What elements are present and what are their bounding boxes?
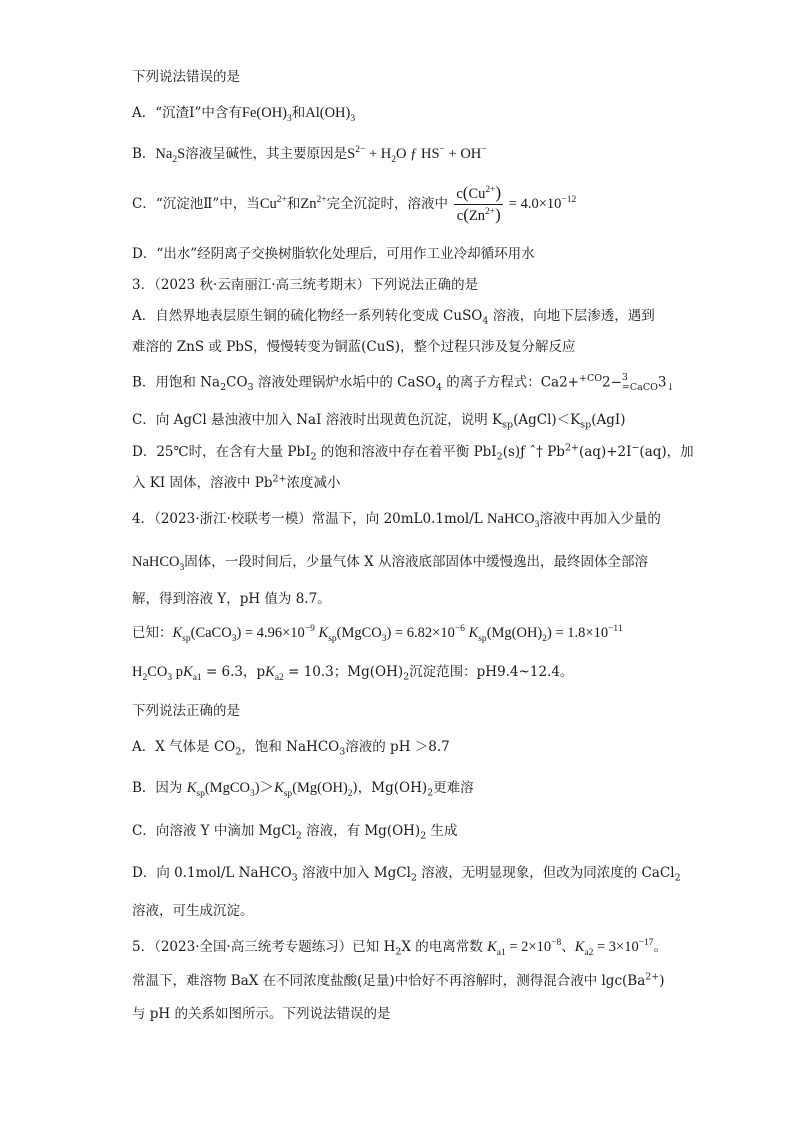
q4-option-b: B．因为 $K_{sp}(MgCO_3)>K_{sp}(Mg(OH)_2)$，$Mg(OH)_2$更难溶: [132, 780, 474, 799]
q2-option-d: D．“出水”经阴离子交换树脂软化处理后，可用作工业冷却循环用水: [132, 246, 535, 262]
q5-stem-line3: 与 pH 的关系如图所示。下列说法错误的是: [132, 1006, 391, 1022]
q4-known-pka: $H_2CO_3$ $pK_{a1} = 6.3$，$pK_{a2} = 10.3$；$Mg(OH)_2$沉淀范围：pH9.4~12.4。: [132, 664, 574, 683]
q4-stem-line3: 解，得到溶液 Y，pH 值为 8.7。: [132, 591, 331, 607]
q2-option-c: C．“沉淀池Ⅱ”中，当$Cu^{2+}$和$Zn^{2+}$完全沉淀时，溶液中 $\frac{c(Cu^{2+})}{c(Zn^{2+})}$ = $4.0\times 10^{-12}$: [132, 183, 577, 224]
q3-option-d-line1: D．25℃时，在含有大量 PbI$_2$ 的饱和溶液中存在着平衡 PbI$_2$(s)ƒ ˆ† $Pb^{2+}(aq)+2I^-(aq)$，加: [132, 442, 694, 463]
q5-stem-line2: 常温下，难溶物 BaX 在不同浓度盐酸(足量)中恰好不再溶解时，测得混合液中 $\lg c(Ba^{2+})$: [132, 971, 665, 989]
q3-option-a-line1: A．自然界地表层原生铜的硫化物经一系列转化变成 CuSO$_4$ 溶液，向地下层渗透，遇到: [132, 308, 655, 327]
q5-header: 5．（2023·全国·高三统考专题练习）已知 $H_2X$ 的电离常数 $K_{a1} = 2\times 10^{-8}$、$K_{a2} = 3\times 10^{-17}$。: [132, 938, 668, 958]
q3-option-c: C．向 AgCl 悬浊液中加入 NaI 溶液时出现黄色沉淀，说明 $K_{sp}(AgCl)<K_{sp}(AgI)$: [132, 412, 626, 431]
q3-option-a-line2: 难溶的 ZnS 或 PbS，慢慢转变为铜蓝(CuS)，整个过程只涉及复分解反应: [132, 339, 576, 355]
concentration-ratio-fraction: $\frac{c(Cu^{2+})}{c(Zn^{2+})}$: [456, 183, 502, 224]
q4-header: 4．（2023·浙江·校联考一模）常温下，向 20mL0.1mol/L NaHCO$_3$溶液中再加入少量的: [132, 511, 661, 530]
q4-known-constants: 已知：$K_{sp}(CaCO_3) = 4.96\times 10^{-9}$ $K_{sp}(MgCO_3) = 6.82\times 10^{-6}$ $K_{sp}(Mg(OH)_2) = 1.8\times 10^{-11}$: [132, 624, 623, 644]
q4-option-c: C．向溶液 Y 中滴加 MgCl$_2$ 溶液，有 $Mg(OH)_2$ 生成: [132, 823, 458, 842]
q4-option-a: A．X 气体是 $CO_2$，饱和 NaHCO$_3$溶液的 pH ＞8.7: [132, 739, 450, 758]
q2-option-b: B．$Na_2S$溶液呈碱性，其主要原因是$S^{2-} + H_2O$ ƒ HS− + OH−: [132, 145, 487, 165]
q4-option-d-line1: D．向 0.1mol/L NaHCO$_3$ 溶液中加入 MgCl$_2$ 溶液，无明显现象，但改为同浓度的 CaCl$_2$: [132, 865, 681, 884]
q3-header: 3．（2023 秋·云南丽江·高三统考期末）下列说法正确的是: [132, 277, 479, 293]
q4-option-d-line2: 溶液，可生成沉淀。: [132, 903, 254, 919]
q3-option-d-line2: 入 KI 固体，溶液中 $Pb^{2+}$浓度减小: [132, 473, 341, 491]
q2-stem: 下列说法错误的是: [132, 69, 240, 85]
q4-stem-line2: NaHCO$_3$固体，一段时间后，少量气体 X 从溶液底部固体中缓慢逸出，最终固体全部溶: [132, 554, 648, 573]
q4-question-stem: 下列说法正确的是: [132, 703, 240, 719]
q3-option-b: B．用饱和 $Na_2CO_3$ 溶液处理锅炉水垢中的 CaSO$_4$ 的离子方程式：Ca2+$^{+CO}$2− 3 =CaCO $3_↓$: [132, 372, 675, 394]
q2-option-a: A．“沉渣Ⅰ”中含有$Fe(OH)_3$和$Al(OH)_3$: [132, 105, 356, 124]
